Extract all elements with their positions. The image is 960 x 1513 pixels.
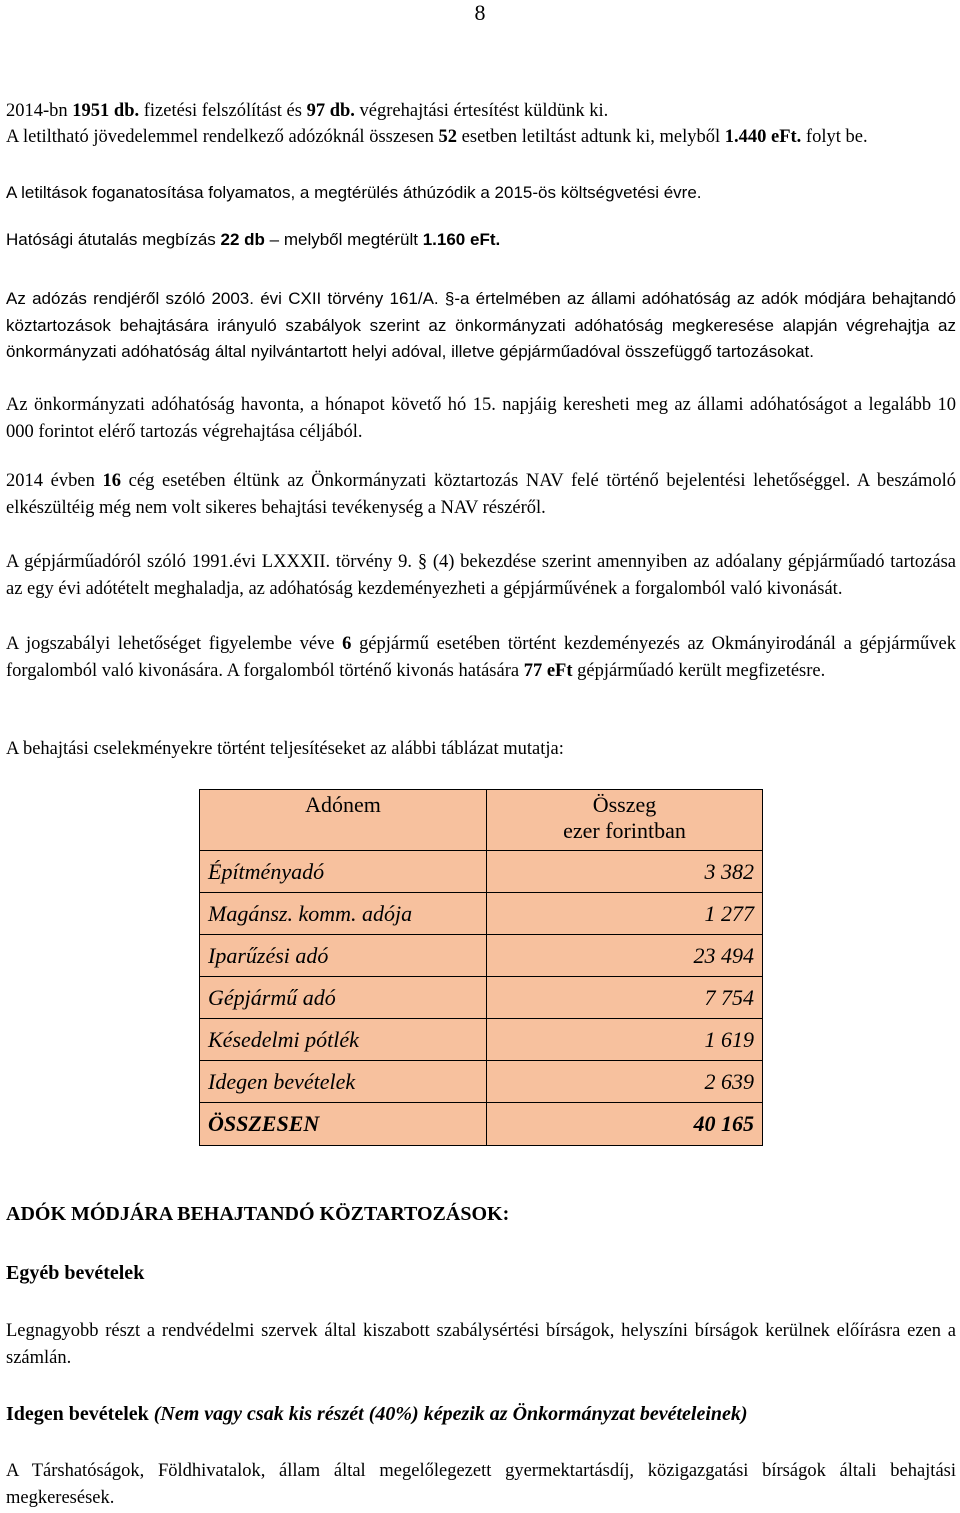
paragraph-tax-law: Az adózás rendjéről szóló 2003. évi CXII törvény 161/A. §-a értelmében az állami adóhatóság az adók módjára behajtandó köztartozások behajtására irányuló szabályok szerint az önkormányzati adóhatóság megkeresése alapján végrehajtja az önkormányzati adóhatóság által nyilvántartott helyi adóval, illetve gépjárműadóval összefüggő tartozásokat. — [6, 289, 956, 361]
table-row: Késedelmi pótlék 1 619 — [200, 1019, 763, 1061]
paragraph-vehicle-withdrawal: A jogszabályi lehetőséget figyelembe véve 6 gépjármű esetében történt kezdeményezés az Okmányirodánál a gépjárművek forgalomból való kivonására. A forgalomból történő kivonás hatására 77 eFt gépjárműadó került megfizetésre. — [6, 634, 957, 681]
paragraph-notices: 2014-bn 1951 db. fizetési felszólítást és 97 db. végrehajtási értesítést küldünk ki. — [6, 101, 609, 121]
table-total-row: ÖSSZESEN 40 165 — [200, 1103, 763, 1146]
header-amount: Összeg ezer forintban — [487, 790, 763, 851]
table-row: Építményadó 3 382 — [200, 851, 763, 893]
subheading-foreign-revenue: Idegen bevételek (Nem vagy csak kis részét (40%) képezik az Önkormányzat bevételeinek) — [6, 1403, 748, 1425]
collection-results-table — [199, 789, 763, 1146]
subheading-other-revenue: Egyéb bevételek — [6, 1262, 145, 1284]
paragraph-authority-transfer: Hatósági átutalás megbízás 22 db – melyből megtérült 1.160 eFt. — [6, 230, 501, 249]
paragraph-monthly-request: Az önkormányzati adóhatóság havonta, a hónapot követő hó 15. napjáig keresheti meg az állami adóhatóságot a legalább 10 000 forintot elérő tartozás végrehajtása céljából. — [6, 395, 956, 442]
paragraph-nav-reporting: 2014 évben 16 cég esetében éltünk az Önkormányzati köztartozás NAV felé történő bejelentési lehetőséggel. A beszámoló elkészültéig még nem volt sikeres behajtási tevékenység a NAV részéről. — [6, 471, 956, 518]
table-row: Magánsz. komm. adója 1 277 — [200, 893, 763, 935]
page-number: 8 — [474, 0, 486, 25]
paragraph-vehicle-tax-law: A gépjárműadóról szóló 1991.évi LXXXII. törvény 9. § (4) bekezdése szerint amennyiben az adóalany gépjárműadó tartozása az egy évi adótételt meghaladja, az adóhatóság kezdeményezheti a gépjárművének a forgalomból való kivonását. — [6, 552, 956, 599]
table-row: Idegen bevételek 2 639 — [200, 1061, 763, 1103]
paragraph-garnishment: A letiltható jövedelemmel rendelkező adózóknál összesen 52 esetben letiltást adtunk ki, melyből 1.440 eFt. folyt be. — [6, 127, 868, 147]
table-header-row — [200, 790, 763, 851]
header-tax-type: Adónem — [200, 790, 487, 851]
paragraph-foreign-requests: A Társhatóságok, Földhivatalok, állam által megelőlegezett gyermektartásdíj, közigazgatási bírságok általi behajtási megkeresések. — [6, 1461, 956, 1508]
section-heading: ADÓK MÓDJÁRA BEHAJTANDÓ KÖZTARTOZÁSOK: — [6, 1203, 510, 1225]
paragraph-garnishment-enforcement: A letiltások foganatosítása folyamatos, a megtérülés áthúzódik a 2015-ös költségvetési évre. — [6, 183, 702, 202]
paragraph-table-intro: A behajtási cselekményekre történt teljesítéseket az alábbi táblázat mutatja: — [6, 739, 564, 759]
paragraph-fines: Legnagyobb részt a rendvédelmi szervek által kiszabott szabálysértési bírságok, helyszíni bírságok kerülnek előírásra ezen a számlán. — [6, 1321, 956, 1368]
table-row: Iparűzési adó 23 494 — [200, 935, 763, 977]
table-row: Gépjármű adó 7 754 — [200, 977, 763, 1019]
